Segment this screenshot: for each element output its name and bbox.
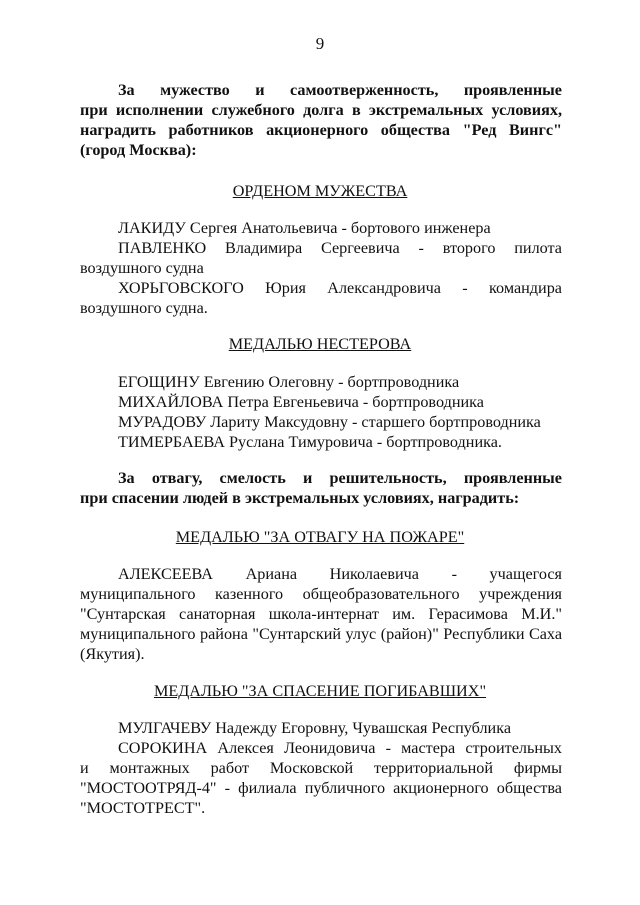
decree-line: За мужество и самоотверженность, проявленные <box>118 81 562 99</box>
awardee-line: муниципального района "Сунтарский улус (район)" Республики Саха <box>80 625 562 643</box>
awardee-line: "МОСТООТРЯД-4" - филиала публичного акционерного общества <box>80 779 562 797</box>
page-number: 9 <box>315 34 325 53</box>
awardee-line: ЕГОЩИНУ Евгению Олеговну - бортпроводника <box>118 373 460 391</box>
awardee-line: "МОСТОТРЕСТ". <box>80 799 206 817</box>
decree-line: при спасении людей в экстремальных условиях, наградить: <box>80 489 520 507</box>
awardee-line: "Сунтарская санаторная школа-интернат им. Герасимова М.И." <box>80 605 562 623</box>
award-list-nesterov-medal <box>80 372 562 452</box>
awardee-line: МИХАЙЛОВА Петра Евгеньевича - бортпроводника <box>118 393 484 411</box>
decree-line: наградить работников акционерного общества "Ред Вингс" <box>80 121 562 139</box>
awardee-line: воздушного судна <box>80 259 204 277</box>
awardee-line: АЛЕКСЕЕВА Ариана Николаевича - учащегося <box>118 565 562 583</box>
decree-line: За отвагу, смелость и решительность, проявленные <box>118 469 562 487</box>
decree-paragraph-2 <box>80 468 562 508</box>
awardee-line: ПАВЛЕНКО Владимира Сергеевича - второго пилота <box>118 239 562 257</box>
awardee-line: СОРОКИНА Алексея Леонидовича - мастера строительных <box>118 739 562 757</box>
awardee-line: (Якутия). <box>80 645 145 663</box>
award-heading-nesterov-medal: МЕДАЛЬЮ НЕСТЕРОВА <box>228 335 412 353</box>
award-list-rescue-medal <box>80 718 562 818</box>
decree-line: (город Москва): <box>80 141 197 159</box>
awardee-line: ТИМЕРБАЕВА Руслана Тимуровича - бортпроводника. <box>118 433 502 451</box>
awardee-line: ХОРЬГОВСКОГО Юрия Александровича - командира <box>118 279 562 297</box>
awardee-line: муниципального казенного общеобразовательного учреждения <box>80 585 562 603</box>
award-list-order-courage <box>80 218 562 318</box>
awardee-line: и монтажных работ Московской территориальной фирмы <box>80 759 562 777</box>
award-heading-fire-courage-medal: МЕДАЛЬЮ "ЗА ОТВАГУ НА ПОЖАРЕ" <box>175 528 465 546</box>
award-heading-rescue-medal: МЕДАЛЬЮ "ЗА СПАСЕНИЕ ПОГИБАВШИХ" <box>153 682 487 700</box>
award-heading-order-courage: ОРДЕНОМ МУЖЕСТВА <box>232 182 408 200</box>
decree-line: при исполнении служебного долга в экстремальных условиях, <box>80 101 562 119</box>
decree-paragraph-1 <box>80 80 562 160</box>
awardee-line: ЛАКИДУ Сергея Анатольевича - бортового инженера <box>118 219 491 237</box>
awardee-line: воздушного судна. <box>80 299 208 317</box>
award-list-fire-courage-medal <box>80 564 562 664</box>
awardee-line: МУРАДОВУ Лариту Максудовну - старшего бортпроводника <box>118 413 541 431</box>
awardee-line: МУЛГАЧЕВУ Надежду Егоровну, Чувашская Республика <box>118 719 512 737</box>
